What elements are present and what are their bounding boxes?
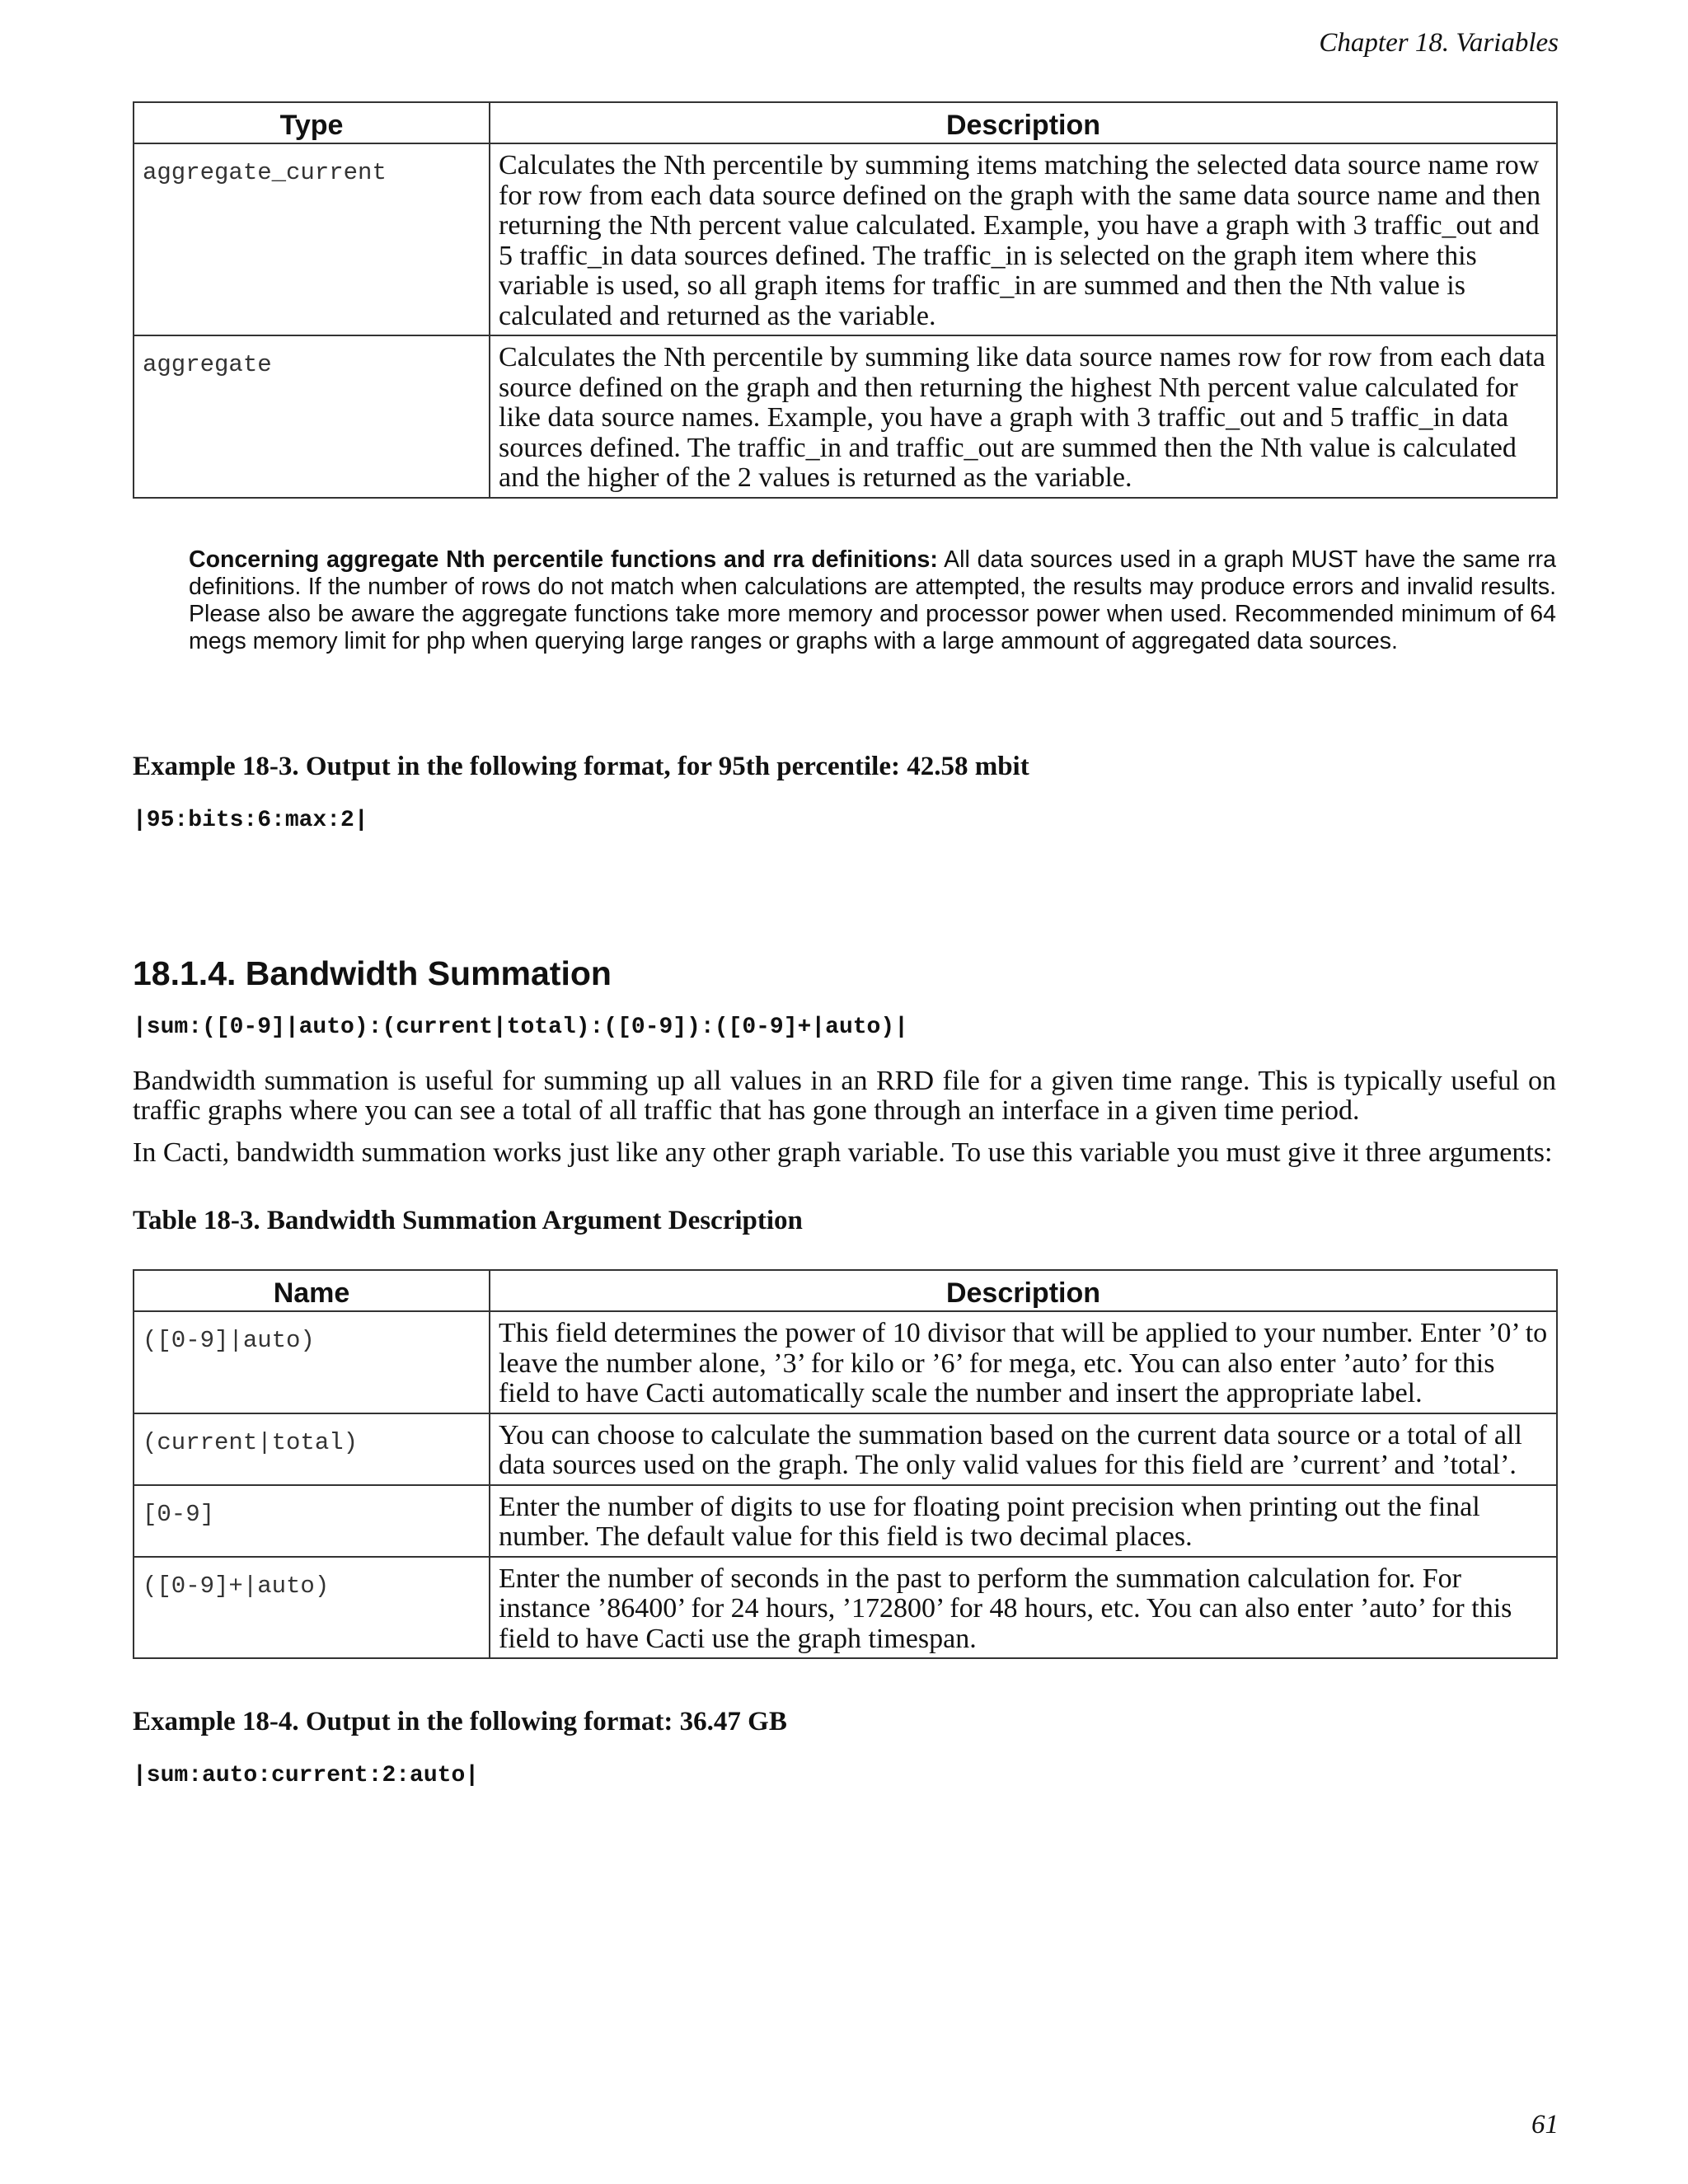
- summation-arguments-table: [133, 1269, 1558, 1659]
- description-cell: Enter the number of seconds in the past to perform the summation calculation for. For instance ’86400’ for 24 hours, ’172800’ for 48 hours, etc. You can also enter ’auto’ for this field to have Cacti use the graph timespan.: [490, 1557, 1557, 1659]
- column-header-description: Description: [490, 1270, 1557, 1311]
- intro-paragraph: Bandwidth summation is useful for summing up all values in an RRD file for a given time range. This is typically useful on traffic graphs where you can see a total of all traffic that has gone through an interface in a given time period.: [133, 1065, 1556, 1126]
- table-row: [134, 143, 1557, 335]
- description-cell: Calculates the Nth percentile by summing items matching the selected data source name row for row from each data source defined on the graph with the same data source name and then returning the Nth percent value calculated. Example, you have a graph with 3 traffic_out and 5 traffic_in data sources defined. The traffic_in is selected on the graph item where this variable is used, so all graph items for traffic_in are summed and then the Nth value is calculated and returned as the variable.: [490, 143, 1557, 335]
- aggregate-variables-table: [133, 101, 1558, 499]
- example-18-4-code: |sum:auto:current:2:auto|: [133, 1763, 480, 1788]
- table-header-row: [134, 102, 1557, 143]
- description-cell: This field determines the power of 10 divisor that will be applied to your number. Enter ’0’ to leave the number alone, ’3’ for kilo or ’6’ for mega, etc. You can also enter ’auto’ for this field to have Cacti automatically scale the number and insert the appropriate label.: [490, 1311, 1557, 1413]
- column-header-type: Type: [134, 102, 490, 143]
- type-cell: aggregate: [134, 335, 490, 498]
- argument-name-cell: ([0-9]|auto): [134, 1311, 490, 1413]
- running-header: Chapter 18. Variables: [1319, 28, 1559, 58]
- page-body: [133, 101, 1556, 1788]
- example-18-4-title: Example 18-4. Output in the following format: 36.47 GB: [133, 1707, 787, 1736]
- column-header-name: Name: [134, 1270, 490, 1311]
- description-cell: Calculates the Nth percentile by summing like data source names row for row from each data source defined on the graph and then returning the highest Nth percent value calculated for like data source names. Example, you have a graph with 3 traffic_out and 5 traffic_in data sources defined. The traffic_in and traffic_out are summed then the Nth value is calculated and the higher of the 2 values is returned as the variable.: [490, 335, 1557, 498]
- note-text: All data sources used in a graph MUST have the same rra definitions. If the number of rows do not match when calculations are attempted, the results may produce errors and invalid results. Please also be aware the aggregate functions take more memory and processor power when used. Recommended minimum of 64 megs memory limit for php when querying large ranges or graphs with a large ammount of aggregated data sources.: [189, 546, 1556, 654]
- column-header-description: Description: [490, 102, 1557, 143]
- section-title: 18.1.4. Bandwidth Summation: [133, 954, 612, 992]
- description-cell: You can choose to calculate the summation based on the current data source or a total of all data sources used on the graph. The only valid values for this field are ’current’ and ’total’.: [490, 1413, 1557, 1485]
- description-cell: Enter the number of digits to use for floating point precision when printing out the final number. The default value for this field is two decimal places.: [490, 1485, 1557, 1557]
- example-18-3-code: |95:bits:6:max:2|: [133, 807, 368, 833]
- note-heading: Concerning aggregate Nth percentile functions and rra definitions:: [189, 546, 938, 573]
- argument-name-cell: [0-9]: [134, 1485, 490, 1557]
- table-row: [134, 1413, 1557, 1485]
- usage-paragraph: In Cacti, bandwidth summation works just like any other graph variable. To use this variable you must give it three arguments:: [133, 1137, 1553, 1168]
- table-row: [134, 1311, 1557, 1413]
- example-18-3-title: Example 18-3. Output in the following format, for 95th percentile: 42.58 mbit: [133, 751, 1029, 781]
- summation-syntax: |sum:([0-9]|auto):(current|total):([0-9]):([0-9]+|auto)|: [133, 1014, 908, 1040]
- argument-name-cell: (current|total): [134, 1413, 490, 1485]
- table-header-row: [134, 1270, 1557, 1311]
- table-row: [134, 335, 1557, 498]
- table-row: [134, 1557, 1557, 1659]
- type-cell: aggregate_current: [134, 143, 490, 335]
- argument-name-cell: ([0-9]+|auto): [134, 1557, 490, 1659]
- page-number: 61: [1531, 2110, 1559, 2139]
- table-caption: Table 18-3. Bandwidth Summation Argument Description: [133, 1206, 803, 1235]
- note-block: [189, 546, 1556, 655]
- table-row: [134, 1485, 1557, 1557]
